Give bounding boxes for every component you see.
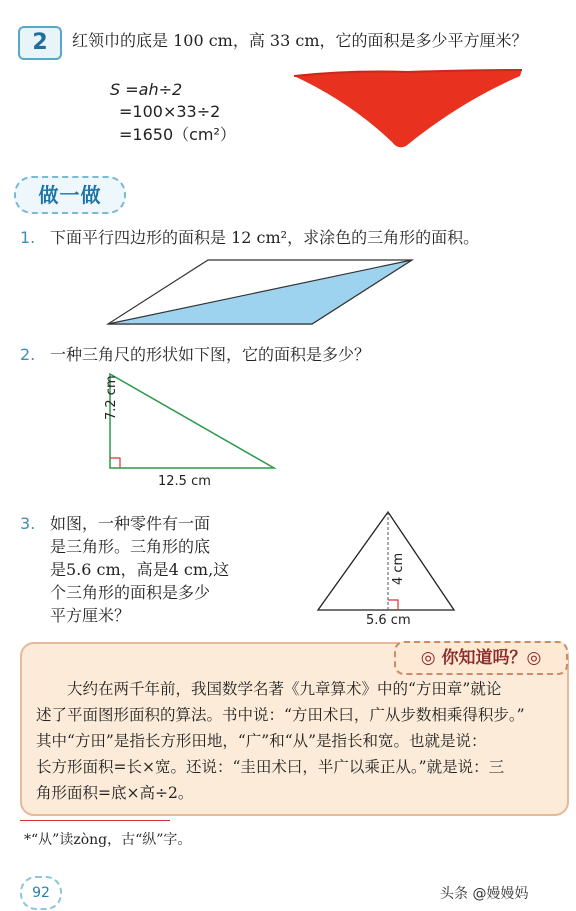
exercise-3-text-line-5: 平方厘米？ bbox=[50, 606, 131, 625]
did-you-know-line-4: 长方形面积=长×宽。还说：“圭田术曰，半广以乘正从。”就是说：三 bbox=[36, 758, 505, 776]
footnote-divider bbox=[20, 820, 170, 821]
exercise-3-text-line-2: 是三角形。三角形的底 bbox=[50, 537, 211, 556]
set-square-figure bbox=[104, 368, 284, 474]
exercise-3-text-line-1: 如图，一种零件有一面 bbox=[50, 514, 211, 533]
formula-line-1: S =ah÷2 bbox=[110, 80, 183, 99]
example-question: 红领巾的底是 100 cm，高 33 cm，它的面积是多少平方厘米？ bbox=[72, 31, 528, 50]
exercise-3-text-line-4: 个三角形的面积是多少 bbox=[50, 583, 211, 602]
exercise-2-number: 2. bbox=[20, 345, 36, 364]
page-number: 92 bbox=[20, 876, 62, 910]
exercise-1-number: 1. bbox=[20, 228, 36, 247]
did-you-know-line-5: 角形面积=底×高÷2。 bbox=[36, 784, 194, 802]
did-you-know-line-2: 述了平面图形面积的算法。书中说：“方田术曰，广从步数相乘得积步。” bbox=[36, 706, 525, 724]
exercise-1-text: 下面平行四边形的面积是 12 cm²，求涂色的三角形的面积。 bbox=[50, 228, 480, 247]
exercise-2-text: 一种三角尺的形状如下图，它的面积是多少？ bbox=[50, 345, 371, 364]
footnote: *“从”读zòng，古“纵”字。 bbox=[24, 832, 192, 848]
did-you-know-text bbox=[36, 676, 552, 806]
formula-line-2: =100×33÷2 bbox=[119, 102, 221, 121]
example-number-badge: 2 bbox=[18, 26, 62, 60]
red-scarf-image bbox=[290, 62, 526, 154]
section-title: 做一做 bbox=[14, 176, 126, 214]
part-height-label: 4 cm bbox=[391, 552, 406, 585]
exercise-3-text-line-3: 是5.6 cm，高是4 cm,这 bbox=[50, 560, 230, 579]
did-you-know-title: ◎ 你知道吗？◎ bbox=[394, 641, 568, 675]
exercise-3-number: 3. bbox=[20, 514, 36, 533]
did-you-know-line-1: 大约在两千年前，我国数学名著《九章算术》中的“方田章”就论 bbox=[67, 680, 502, 698]
did-you-know-line-3: 其中“方田”是指长方形田地，“广”和“从”是指长和宽。也就是说： bbox=[36, 732, 487, 750]
part-base-label: 5.6 cm bbox=[366, 613, 411, 628]
formula-line-3: =1650（cm²） bbox=[119, 125, 236, 144]
watermark: 头条 @嫚嫚妈 bbox=[440, 886, 529, 902]
part-triangle-figure bbox=[314, 508, 460, 614]
parallelogram-figure bbox=[100, 252, 420, 332]
set-square-base-label: 12.5 cm bbox=[158, 474, 211, 489]
set-square-height-label: 7.2 cm bbox=[104, 375, 119, 420]
